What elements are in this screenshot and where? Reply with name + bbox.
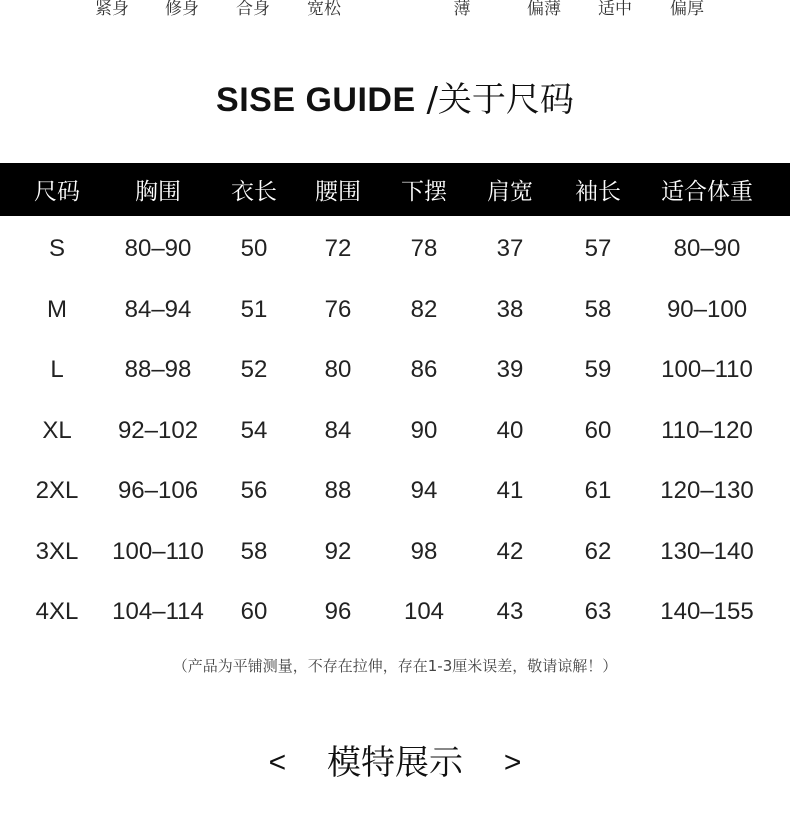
- size-cell: L: [50, 356, 64, 384]
- table-cell: 88: [324, 477, 352, 505]
- table-cell: 50: [240, 235, 268, 263]
- table-cell: 56: [240, 477, 268, 505]
- table-cell: 104–114: [112, 598, 204, 626]
- table-cell: 54: [240, 416, 268, 444]
- table-cell: 84: [324, 416, 352, 444]
- table-cell: 72: [324, 235, 352, 263]
- fit-label: 薄: [453, 0, 471, 19]
- size-cell: 2XL: [35, 477, 79, 505]
- table-cell: 98: [410, 537, 438, 565]
- table-row: [0, 522, 790, 583]
- table-cell: 88–98: [124, 356, 192, 384]
- header-cell: 尺码: [34, 179, 80, 205]
- header-cell: 肩宽: [487, 179, 533, 205]
- size-table: [0, 163, 790, 643]
- size-cell: M: [47, 295, 67, 323]
- fit-label: 偏厚: [670, 0, 704, 19]
- table-cell: 82: [410, 295, 438, 323]
- table-cell: 80–90: [124, 235, 192, 263]
- table-cell: 86: [410, 356, 438, 384]
- size-cell: 4XL: [35, 598, 79, 626]
- table-cell: 39: [496, 356, 524, 384]
- fit-labels: [0, 0, 790, 20]
- table-cell: 90–100: [666, 295, 748, 323]
- table-cell: 92–102: [117, 416, 199, 444]
- page-title: [0, 72, 790, 121]
- table-cell: 61: [584, 477, 612, 505]
- table-cell: 60: [240, 598, 268, 626]
- table-cell: 63: [584, 598, 612, 626]
- table-row: [0, 582, 790, 643]
- table-cell: 42: [496, 537, 524, 565]
- table-cell: 84–94: [124, 295, 192, 323]
- fit-label: 偏薄: [527, 0, 561, 19]
- table-cell: 57: [584, 235, 612, 263]
- table-cell: 76: [324, 295, 352, 323]
- table-cell: 43: [496, 598, 524, 626]
- table-row: [0, 461, 790, 522]
- size-cell: XL: [42, 416, 72, 444]
- left-arrow-icon[interactable]: <: [268, 746, 287, 779]
- table-cell: 92: [324, 537, 352, 565]
- fit-label: 宽松: [307, 0, 341, 19]
- header-cell: 腰围: [315, 179, 361, 205]
- table-cell: 40: [496, 416, 524, 444]
- table-cell: 78: [410, 235, 438, 263]
- fit-label: 合身: [236, 0, 270, 19]
- model-showcase-heading: [0, 735, 790, 784]
- table-cell: 120–130: [660, 477, 754, 505]
- header-cell: 衣长: [231, 179, 277, 205]
- table-cell: 62: [584, 537, 612, 565]
- table-cell: 110–120: [661, 416, 753, 444]
- table-cell: 96–106: [117, 477, 199, 505]
- table-cell: 38: [496, 295, 524, 323]
- header-cell: 适合体重: [661, 179, 753, 205]
- table-row: [0, 401, 790, 462]
- table-cell: 52: [240, 356, 268, 384]
- table-row: [0, 280, 790, 341]
- table-cell: 37: [496, 235, 524, 263]
- table-row: [0, 340, 790, 401]
- right-arrow-icon[interactable]: >: [503, 746, 522, 779]
- measurement-note: （产品为平铺测量，不存在拉伸，存在1-3厘米误差，敬请谅解！）: [172, 657, 618, 675]
- table-row: [0, 219, 790, 280]
- table-header-row: [0, 163, 790, 216]
- fit-label: 适中: [598, 0, 632, 19]
- size-cell: S: [48, 235, 66, 263]
- table-cell: 104: [403, 598, 445, 626]
- table-cell: 80–90: [673, 235, 741, 263]
- table-cell: 94: [410, 477, 438, 505]
- table-cell: 100–110: [661, 356, 753, 384]
- table-cell: 130–140: [660, 537, 754, 565]
- showcase-label: 模特展示: [327, 743, 463, 783]
- table-body: [0, 216, 790, 643]
- fit-label: 紧身: [95, 0, 129, 19]
- header-cell: 下摆: [401, 179, 447, 205]
- table-cell: 90: [410, 416, 438, 444]
- fit-label: 修身: [165, 0, 199, 19]
- table-cell: 60: [584, 416, 612, 444]
- table-cell: 58: [240, 537, 268, 565]
- table-cell: 58: [584, 295, 612, 323]
- table-cell: 51: [240, 295, 268, 323]
- table-cell: 59: [584, 356, 612, 384]
- table-cell: 100–110: [112, 537, 204, 565]
- size-cell: 3XL: [35, 537, 79, 565]
- title-chinese: /关于尺码: [426, 80, 574, 120]
- title-english: SISE GUIDE: [216, 81, 416, 119]
- header-cell: 胸围: [135, 179, 181, 205]
- table-cell: 41: [496, 477, 524, 505]
- table-cell: 96: [324, 598, 352, 626]
- table-cell: 80: [324, 356, 352, 384]
- header-cell: 袖长: [575, 179, 621, 205]
- table-cell: 140–155: [660, 598, 754, 626]
